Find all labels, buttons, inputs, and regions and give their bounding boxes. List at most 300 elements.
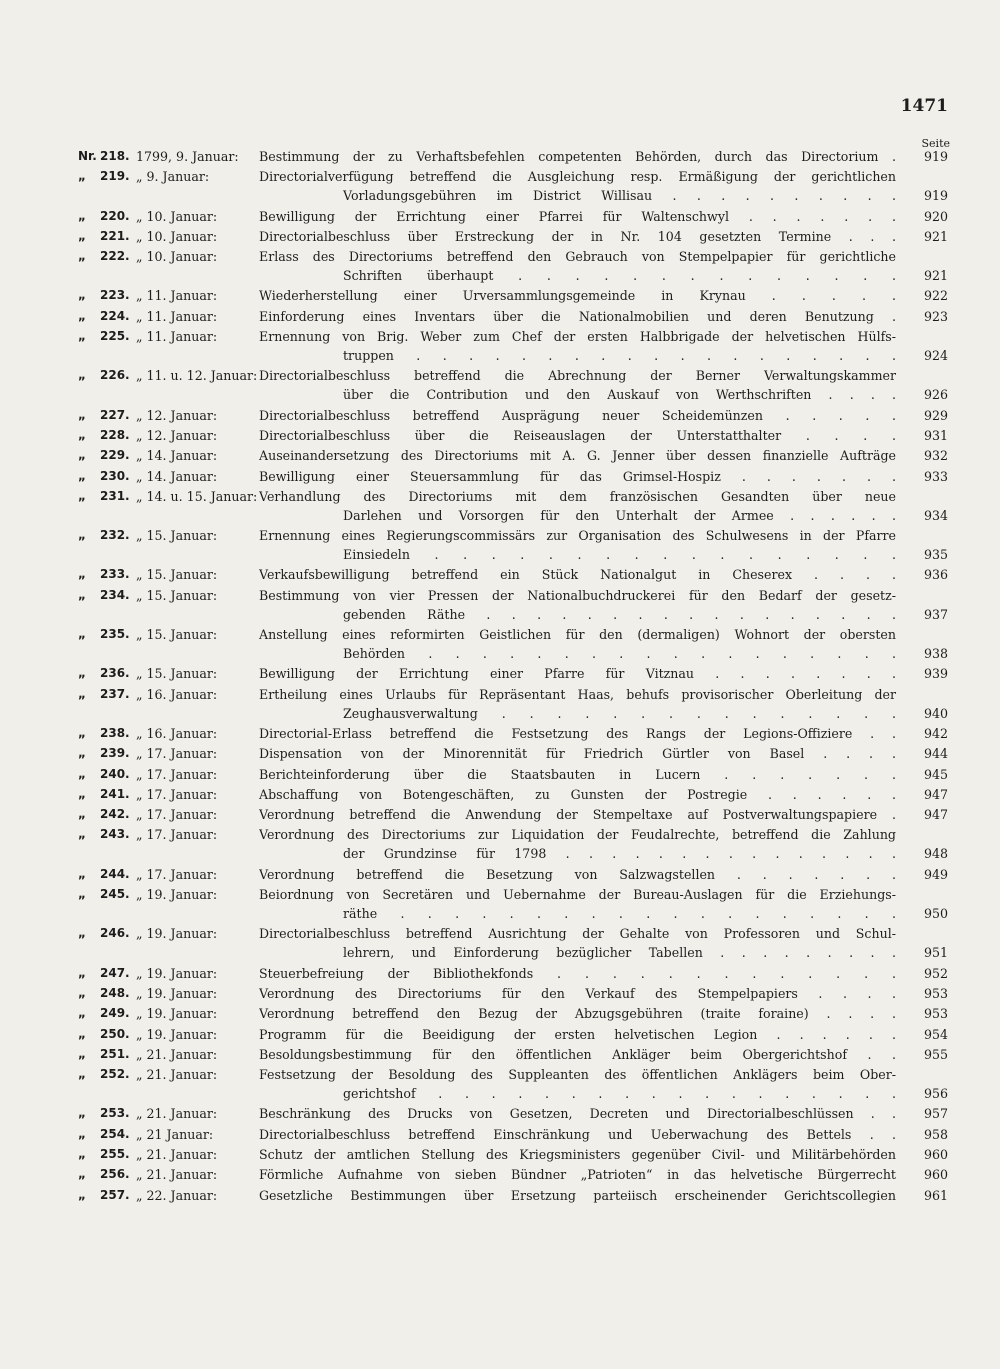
entry-nr: 237.: [100, 686, 130, 701]
entry-title: [259, 1125, 896, 1144]
toc-entry: [78, 924, 948, 962]
entry-title-line: Gesetzliche Bestimmungen über Ersetzung parteiisch erscheinender Gerichtscollegien: [259, 1187, 896, 1203]
entry-date: „ 11. Januar:: [136, 308, 218, 324]
entry-title-line: Directorialbeschluss betreffend die Abrechnung der Berner Verwaltungskammer: [259, 368, 896, 384]
entry-title-line: Anstellung eines reformirten Geistlichen für den (dermaligen) Wohnort der obersten: [259, 627, 896, 643]
entry-nr: 222.: [100, 249, 130, 264]
entry-date: „ 19. Januar:: [136, 887, 218, 903]
entry-date: „ 21 Januar:: [136, 1126, 214, 1142]
entry-prefix: „: [78, 1187, 86, 1202]
toc-entry: [78, 526, 948, 564]
entry-page: 960: [923, 1146, 948, 1162]
entry-title-line: über die Contribution und den Auskauf von Werthschriften . . . .: [343, 387, 896, 403]
entry-nr: 243.: [100, 827, 130, 842]
entry-title: [259, 406, 896, 425]
entry-title-line: Beiordnung von Secretären und Uebernahme der Bureau-Auslagen für die Erziehungs-: [259, 887, 896, 903]
entry-title-line: Directorialbeschluss über die Reiseauslagen der Unterstatthalter . . . .: [259, 427, 896, 443]
entry-prefix: „: [78, 329, 86, 344]
entry-nr: 223.: [100, 288, 130, 303]
entry-title: [259, 625, 896, 663]
entry-date: „ 15. Januar:: [136, 666, 218, 682]
entry-date: „ 17. Januar:: [136, 866, 218, 882]
toc-entry: [78, 1045, 948, 1064]
entry-title-line: Ernennung von Brig. Weber zum Chef der ersten Halbbrigade der helvetischen Hülfs-: [259, 329, 896, 345]
entry-prefix: „: [78, 208, 86, 223]
toc-entry: [78, 247, 948, 285]
entry-number: [78, 327, 136, 346]
entry-date: „ 15. Januar:: [136, 587, 218, 603]
entry-title: [259, 426, 896, 445]
entry-title-line: Vorladungsgebühren im District Willisau . . . . . . . . . .: [343, 188, 896, 204]
entry-title: [259, 865, 896, 884]
entry-title-line: Steuerbefreiung der Bibliothekfonds . . . . . . . . . . . . .: [259, 965, 896, 981]
entry-date: „ 21. Januar:: [136, 1106, 218, 1122]
entry-date: „ 11. Januar:: [136, 329, 218, 345]
toc-entry: [78, 1104, 948, 1123]
entry-title: [259, 664, 896, 683]
entry-nr: 250.: [100, 1026, 130, 1041]
entry-nr: 257.: [100, 1187, 130, 1202]
entry-nr: 244.: [100, 866, 130, 881]
entry-page: 953: [923, 1006, 948, 1022]
entry-prefix: „: [78, 228, 86, 243]
entry-title-line: Verordnung betreffend die Anwendung der Stempeltaxe auf Postverwaltungspapiere .: [259, 807, 896, 823]
entry-number: [78, 207, 136, 226]
entry-number: [78, 1104, 136, 1123]
entry-date: „ 15. Januar:: [136, 528, 218, 544]
entry-number: [78, 467, 136, 486]
toc-entry: [78, 586, 948, 624]
entry-page: 944: [923, 746, 948, 762]
entry-prefix: „: [78, 249, 86, 264]
toc-entry: [78, 286, 948, 305]
entry-title: [259, 207, 896, 226]
entry-nr: 226.: [100, 368, 130, 383]
entry-title-line: truppen . . . . . . . . . . . . . . . . . . .: [343, 348, 896, 364]
toc-entry: [78, 964, 948, 983]
entry-number: [78, 664, 136, 683]
entry-page: 921: [923, 268, 948, 284]
toc-entry: [78, 805, 948, 824]
entry-prefix: „: [78, 666, 86, 681]
entry-title: [259, 586, 896, 624]
entry-page: 960: [923, 1167, 948, 1183]
entry-title-line: Bewilligung einer Steuersammlung für das Grimsel-Hospiz . . . . . . .: [259, 468, 896, 484]
entry-prefix: „: [78, 1126, 86, 1141]
entry-date: „ 16. Januar:: [136, 725, 218, 741]
toc-entry: [78, 406, 948, 425]
entry-title-line: Programm für die Beeidigung der ersten helvetischen Legion . . . . . .: [259, 1026, 896, 1042]
entry-nr: 251.: [100, 1046, 130, 1061]
entry-title-line: Festsetzung der Besoldung des Suppleanten des öffentlichen Anklägers beim Ober-: [259, 1067, 896, 1083]
entry-title-line: Einsiedeln . . . . . . . . . . . . . . . . .: [343, 547, 896, 563]
entry-nr: 231.: [100, 488, 130, 503]
entry-nr: 228.: [100, 427, 130, 442]
entry-page: 931: [923, 427, 948, 443]
toc-entry: [78, 1186, 948, 1205]
toc-entry: [78, 1025, 948, 1044]
entry-number: [78, 1025, 136, 1044]
entry-nr: 241.: [100, 786, 130, 801]
entry-number: [78, 406, 136, 425]
entry-number: [78, 724, 136, 743]
entry-nr: 238.: [100, 725, 130, 740]
entry-number: [78, 487, 136, 506]
entry-title-line: Bestimmung der zu Verhaftsbefehlen competenten Behörden, durch das Directorium .: [259, 149, 896, 164]
entry-date: „ 19. Januar:: [136, 1026, 218, 1042]
entry-prefix: „: [78, 627, 86, 642]
entry-title: [259, 366, 896, 404]
entry-page: 921: [923, 228, 948, 244]
entry-title: [259, 1065, 896, 1103]
entry-title-line: Bewilligung der Errichtung einer Pfarre für Vitznau . . . . . . . .: [259, 666, 896, 682]
entry-date: „ 15. Januar:: [136, 627, 218, 643]
entry-title-line: Verhandlung des Directoriums mit dem französischen Gesandten über neue: [259, 488, 896, 504]
entry-nr: 235.: [100, 627, 130, 642]
entry-prefix: „: [78, 1167, 86, 1182]
entry-title-line: Bewilligung der Errichtung einer Pfarrei für Waltenschwyl . . . . . . .: [259, 208, 896, 224]
toc-entry: [78, 785, 948, 804]
entry-date: „ 19. Januar:: [136, 926, 218, 942]
entry-prefix: „: [78, 567, 86, 582]
entry-prefix: „: [78, 1006, 86, 1021]
entry-nr: 246.: [100, 926, 130, 941]
entry-number: [78, 1165, 136, 1184]
entry-page: 929: [923, 407, 948, 423]
entry-number: [78, 825, 136, 844]
seite-column-label: Seite: [921, 137, 950, 150]
entry-page: 940: [923, 705, 948, 721]
entry-title-line: Verkaufsbewilligung betreffend ein Stück Nationalgut in Cheserex . . . .: [259, 567, 896, 583]
entry-page: 938: [923, 646, 948, 662]
entry-page: 932: [923, 448, 948, 464]
entry-date: „ 10. Januar:: [136, 208, 218, 224]
entry-date: „ 17. Januar:: [136, 807, 218, 823]
entry-prefix: „: [78, 807, 86, 822]
entry-title-line: Verordnung betreffend den Bezug der Abzugsgebühren (traite foraine) . . . .: [259, 1006, 896, 1022]
entry-date: „ 21. Januar:: [136, 1146, 218, 1162]
entry-number: [78, 286, 136, 305]
entry-number: [78, 446, 136, 465]
entry-number: [78, 984, 136, 1003]
entry-title: [259, 765, 896, 784]
entry-title: [259, 327, 896, 365]
entry-page: 919: [923, 149, 948, 164]
entry-title-line: Directorialverfügung betreffend die Ausgleichung resp. Ermäßigung der gerichtlichen: [259, 169, 896, 185]
entry-title-line: Verordnung des Directoriums für den Verkauf des Stempelpapiers . . . .: [259, 985, 896, 1001]
entry-page: 933: [923, 468, 948, 484]
toc-entry: [78, 565, 948, 584]
entry-number: [78, 805, 136, 824]
entry-title-line: Berichteinforderung über die Staatsbauten in Lucern . . . . . . .: [259, 766, 896, 782]
entry-title: [259, 1145, 896, 1164]
entry-date: 1799, 9. Januar:: [136, 149, 239, 164]
entry-title-line: Directorialbeschluss über Erstreckung der in Nr. 104 gesetzten Termine . . .: [259, 228, 896, 244]
entry-prefix: „: [78, 887, 86, 902]
entry-prefix: „: [78, 746, 86, 761]
entry-nr: 240.: [100, 766, 130, 781]
entry-date: „ 14. Januar:: [136, 468, 218, 484]
toc-entry: [78, 865, 948, 884]
entry-nr: 256.: [100, 1167, 130, 1182]
toc-entry: [78, 366, 948, 404]
entry-number: [78, 885, 136, 904]
entry-title-line: Schutz der amtlichen Stellung des Kriegsministers gegenüber Civil- und Militärbehörden: [259, 1146, 896, 1162]
entry-date: „ 10. Januar:: [136, 228, 218, 244]
entry-page: 920: [923, 208, 948, 224]
entry-number: [78, 247, 136, 266]
toc-entry: [78, 984, 948, 1003]
entry-prefix: „: [78, 407, 86, 422]
entry-title-line: Beschränkung des Drucks von Gesetzen, Decreten und Directorialbeschlüssen . .: [259, 1106, 896, 1122]
entry-nr: 218.: [100, 149, 130, 163]
entry-prefix: „: [78, 766, 86, 781]
toc-entry: [78, 487, 948, 525]
toc-entry: [78, 1165, 948, 1184]
entry-title: [259, 446, 896, 465]
entry-title-line: Ertheilung eines Urlaubs für Repräsentant Haas, behufs provisorischer Oberleitung der: [259, 686, 896, 702]
toc-entry: [78, 467, 948, 486]
entry-title: [259, 885, 896, 923]
entry-number: [78, 526, 136, 545]
toc-entry: [78, 446, 948, 465]
toc-entry: [78, 426, 948, 445]
entry-title-line: Directorialbeschluss betreffend Ausprägung neuer Scheidemünzen . . . . .: [259, 407, 896, 423]
entry-number: [78, 924, 136, 943]
entry-title: [259, 964, 896, 983]
entry-page: 937: [923, 606, 948, 622]
entry-title-line: Directorial-Erlass betreffend die Festsetzung des Rangs der Legions-Offiziere . .: [259, 725, 896, 741]
entry-date: „ 16. Januar:: [136, 686, 218, 702]
entry-date: „ 22. Januar:: [136, 1187, 218, 1203]
entry-number: [78, 1145, 136, 1164]
entry-title-line: Directorialbeschluss betreffend Einschränkung und Ueberwachung des Bettels . .: [259, 1126, 896, 1142]
entry-title-line: Schriften überhaupt . . . . . . . . . . . . . .: [343, 268, 896, 284]
entry-number: [78, 565, 136, 584]
entry-title-line: Zeughausverwaltung . . . . . . . . . . . . . . .: [343, 705, 896, 721]
entry-nr: 254.: [100, 1126, 130, 1141]
entry-title-line: Behörden . . . . . . . . . . . . . . . . . .: [343, 646, 896, 662]
entry-prefix: „: [78, 686, 86, 701]
entry-page: 942: [923, 725, 948, 741]
entry-title: [259, 744, 896, 763]
entry-title-line: gebenden Räthe . . . . . . . . . . . . . . . . .: [343, 606, 896, 622]
entry-page: 952: [923, 965, 948, 981]
toc-entry: [78, 227, 948, 246]
entry-number: [78, 1004, 136, 1023]
entry-nr: 249.: [100, 1006, 130, 1021]
toc-entry: [78, 1145, 948, 1164]
entry-nr: 232.: [100, 528, 130, 543]
entry-nr: 224.: [100, 308, 130, 323]
entry-prefix: Nr.: [78, 149, 97, 163]
entry-prefix: „: [78, 1046, 86, 1061]
entry-title-line: Einforderung eines Inventars über die Nationalmobilien und deren Benutzung .: [259, 308, 896, 324]
entry-number: [78, 586, 136, 605]
entry-nr: 219.: [100, 169, 130, 184]
entry-number: [78, 744, 136, 763]
entry-prefix: „: [78, 169, 86, 184]
entry-date: „ 12. Januar:: [136, 427, 218, 443]
entry-date: „ 17. Januar:: [136, 766, 218, 782]
toc-entry: [78, 724, 948, 743]
entry-title-line: Förmliche Aufnahme von sieben Bündner „Patrioten“ in das helvetische Bürgerrecht: [259, 1167, 896, 1183]
entry-number: [78, 167, 136, 186]
toc-entry: [78, 825, 948, 863]
entry-nr: 229.: [100, 448, 130, 463]
entry-title-line: lehrern, und Einforderung bezüglicher Tabellen . . . . . . . . .: [343, 945, 896, 961]
entry-title: [259, 467, 896, 486]
entry-title: [259, 565, 896, 584]
entry-title-line: Wiederherstellung einer Urversammlungsgemeinde in Krynau . . . . .: [259, 288, 896, 304]
entry-prefix: „: [78, 985, 86, 1000]
entry-title-line: Besoldungsbestimmung für den öffentlichen Ankläger beim Obergerichtshof . .: [259, 1046, 896, 1062]
toc-entry: [78, 207, 948, 226]
entry-nr: 239.: [100, 746, 130, 761]
entry-title-line: gerichtshof . . . . . . . . . . . . . . . . . .: [343, 1086, 896, 1102]
entry-page: 935: [923, 547, 948, 563]
entry-number: [78, 625, 136, 644]
entry-prefix: „: [78, 866, 86, 881]
toc-entry: [78, 327, 948, 365]
entry-prefix: „: [78, 786, 86, 801]
entry-title: [259, 167, 896, 205]
entry-page: 934: [923, 507, 948, 523]
entry-page: 947: [923, 807, 948, 823]
entry-page: 947: [923, 786, 948, 802]
entry-number: [78, 307, 136, 326]
entry-number: [78, 227, 136, 246]
entry-nr: 253.: [100, 1106, 130, 1121]
entry-number: [78, 785, 136, 804]
entry-nr: 247.: [100, 965, 130, 980]
entry-prefix: „: [78, 288, 86, 303]
entry-prefix: „: [78, 368, 86, 383]
entry-page: 961: [923, 1187, 948, 1203]
entry-prefix: „: [78, 427, 86, 442]
entry-date: „ 17. Januar:: [136, 746, 218, 762]
entry-date: „ 15. Januar:: [136, 567, 218, 583]
entry-title: [259, 825, 896, 863]
toc-entry: [78, 625, 948, 663]
entry-date: „ 11. u. 12. Januar:: [136, 368, 258, 384]
entry-prefix: „: [78, 965, 86, 980]
entry-title-line: Verordnung des Directoriums zur Liquidation der Feudalrechte, betreffend die Zahlung: [259, 827, 896, 843]
entry-title: [259, 247, 896, 285]
entry-title: [259, 147, 896, 166]
entry-title-line: Darlehen und Vorsorgen für den Unterhalt der Armee . . . . . .: [343, 507, 896, 523]
entry-page: 936: [923, 567, 948, 583]
entry-number: [78, 1125, 136, 1144]
entry-number: [78, 765, 136, 784]
entry-nr: 248.: [100, 985, 130, 1000]
entry-nr: 252.: [100, 1067, 130, 1082]
entry-nr: 233.: [100, 567, 130, 582]
entry-page: 939: [923, 666, 948, 682]
entry-nr: 236.: [100, 666, 130, 681]
entry-date: „ 21. Januar:: [136, 1067, 218, 1083]
toc-entry: [78, 664, 948, 683]
entry-title: [259, 785, 896, 804]
entry-nr: 234.: [100, 587, 130, 602]
entry-title: [259, 307, 896, 326]
entry-prefix: „: [78, 1106, 86, 1121]
entry-page: 958: [923, 1126, 948, 1142]
entry-number: [78, 865, 136, 884]
entry-title-line: der Grundzinse für 1798 . . . . . . . . . . . . . . .: [343, 846, 896, 862]
entry-prefix: „: [78, 448, 86, 463]
entry-title: [259, 924, 896, 962]
entry-title-line: Verordnung betreffend die Besetzung von Salzwagstellen . . . . . . .: [259, 866, 896, 882]
entry-title: [259, 1104, 896, 1123]
entry-date: „ 21. Januar:: [136, 1167, 218, 1183]
entry-title-line: Bestimmung von vier Pressen der Nationalbuchdruckerei für den Bedarf der gesetz-: [259, 587, 896, 603]
entry-page: 956: [923, 1086, 948, 1102]
entry-title: [259, 805, 896, 824]
entry-title: [259, 1165, 896, 1184]
entry-title: [259, 1004, 896, 1023]
entry-page: 949: [923, 866, 948, 882]
toc-entry: [78, 765, 948, 784]
entry-number: [78, 147, 136, 166]
entry-title-line: Abschaffung von Botengeschäften, zu Gunsten der Postregie . . . . . .: [259, 786, 896, 802]
entry-nr: 245.: [100, 887, 130, 902]
entry-title: [259, 685, 896, 723]
entry-page: 923: [923, 308, 948, 324]
entry-title: [259, 724, 896, 743]
entry-page: 926: [923, 387, 948, 403]
entry-title: [259, 1025, 896, 1044]
toc-entry: [78, 1004, 948, 1023]
toc-entry: [78, 167, 948, 205]
entry-title-line: Ernennung eines Regierungscommissärs zur Organisation des Schulwesens in der Pfarre: [259, 528, 896, 544]
entry-page: 919: [923, 188, 948, 204]
entry-title-line: Erlass des Directoriums betreffend den Gebrauch von Stempelpapier für gerichtliche: [259, 249, 896, 265]
entry-nr: 221.: [100, 228, 130, 243]
entry-nr: 220.: [100, 208, 130, 223]
entry-nr: 255.: [100, 1146, 130, 1161]
entry-date: „ 17. Januar:: [136, 827, 218, 843]
toc-entry: [78, 147, 948, 166]
entry-nr: 225.: [100, 329, 130, 344]
entry-page: 945: [923, 766, 948, 782]
entry-number: [78, 964, 136, 983]
entry-number: [78, 426, 136, 445]
entry-page: 924: [923, 348, 948, 364]
entry-date: „ 14. Januar:: [136, 448, 218, 464]
entry-prefix: „: [78, 587, 86, 602]
entry-number: [78, 1186, 136, 1205]
entry-title-line: Directorialbeschluss betreffend Ausrichtung der Gehalte von Professoren und Schul-: [259, 926, 896, 942]
entry-prefix: „: [78, 1067, 86, 1082]
toc-entry: [78, 1125, 948, 1144]
entry-date: „ 19. Januar:: [136, 965, 218, 981]
entry-nr: 230.: [100, 468, 130, 483]
entry-page: 957: [923, 1106, 948, 1122]
entry-date: „ 12. Januar:: [136, 407, 218, 423]
entry-date: „ 19. Januar:: [136, 1006, 218, 1022]
page-number: 1471: [900, 96, 948, 116]
entry-date: „ 14. u. 15. Januar:: [136, 488, 258, 504]
entry-number: [78, 1045, 136, 1064]
entry-prefix: „: [78, 468, 86, 483]
entry-prefix: „: [78, 1146, 86, 1161]
entry-title: [259, 526, 896, 564]
entry-prefix: „: [78, 725, 86, 740]
entry-prefix: „: [78, 528, 86, 543]
toc-entry: [78, 685, 948, 723]
entry-page: 954: [923, 1026, 948, 1042]
